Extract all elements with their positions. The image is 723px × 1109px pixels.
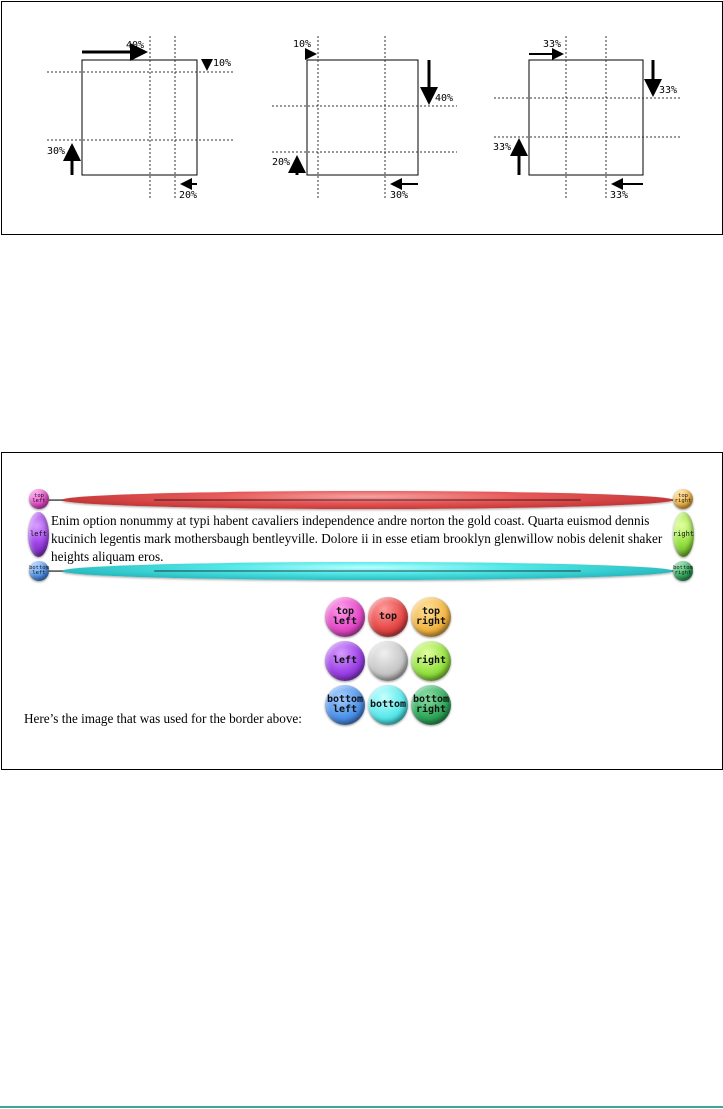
orb-label: right xyxy=(672,529,695,538)
orb-label: bottom right xyxy=(673,564,693,576)
orb-label: left xyxy=(30,529,47,538)
label-right: 40% xyxy=(435,93,454,104)
grid-bottom-left-orb xyxy=(325,685,365,725)
orb-label: top left xyxy=(32,492,46,504)
slice-panel-2 xyxy=(272,36,457,201)
corner-bottom-left-orb xyxy=(29,561,49,581)
side-left-orb xyxy=(28,512,49,557)
slice-box xyxy=(529,60,643,175)
corner-top-right-orb xyxy=(673,489,693,509)
page-bottom-rule xyxy=(0,1106,723,1108)
corner-top-left-orb xyxy=(29,489,49,509)
orb-label: bottom left xyxy=(326,694,364,715)
orb-label: bottom left xyxy=(29,564,49,576)
grid-top-left-orb xyxy=(325,597,365,637)
label-left: 20% xyxy=(272,157,291,168)
slice-box xyxy=(82,60,197,175)
grid-center-orb xyxy=(368,641,408,681)
label-left: 30% xyxy=(47,146,66,157)
label-top: 40% xyxy=(126,40,145,51)
orb-label: bottom xyxy=(369,699,407,710)
grid-left-orb xyxy=(325,641,365,681)
grid-bottom-orb xyxy=(368,685,408,725)
orb-label: left xyxy=(332,655,358,666)
label-left: 33% xyxy=(493,142,512,153)
orb-label: top right xyxy=(674,492,692,504)
orb-label: top right xyxy=(415,606,447,627)
grid-top-orb xyxy=(368,597,408,637)
label-bottom: 20% xyxy=(179,190,198,201)
orb-label: right xyxy=(415,655,447,666)
grid-right-orb xyxy=(411,641,451,681)
label-top: 33% xyxy=(543,39,562,50)
label-right: 33% xyxy=(659,85,678,96)
slice-diagram-figure xyxy=(1,1,723,235)
orb-label: top xyxy=(378,611,398,622)
slice-diagrams-svg xyxy=(2,2,722,234)
image-caption: Here’s the image that was used for the border above: xyxy=(24,711,302,726)
label-right: 10% xyxy=(213,58,232,69)
label-bottom: 33% xyxy=(610,190,629,201)
slice-box xyxy=(307,60,418,175)
grid-bottom-right-orb xyxy=(411,685,451,725)
slice-panel-1 xyxy=(47,36,235,201)
bordered-paragraph: Enim option nonummy at typi habent cavaliers independence andre norton the gold coast. Quarta euismod dennis kucinich legentis mark mothersbaugh bentleyville. Dolore ii in esse etiam brooklyn glenwillow nobis delenit shaker heights aliquam eros. xyxy=(51,513,663,564)
label-top: 10% xyxy=(293,39,312,50)
orb-label: bottom right xyxy=(412,694,450,715)
side-right-orb xyxy=(673,512,694,557)
slice-panel-3 xyxy=(493,36,680,201)
orb-label: top left xyxy=(332,606,358,627)
label-bottom: 30% xyxy=(390,190,409,201)
corner-bottom-right-orb xyxy=(673,561,693,581)
grid-top-right-orb xyxy=(411,597,451,637)
border-top-bar xyxy=(62,491,673,509)
